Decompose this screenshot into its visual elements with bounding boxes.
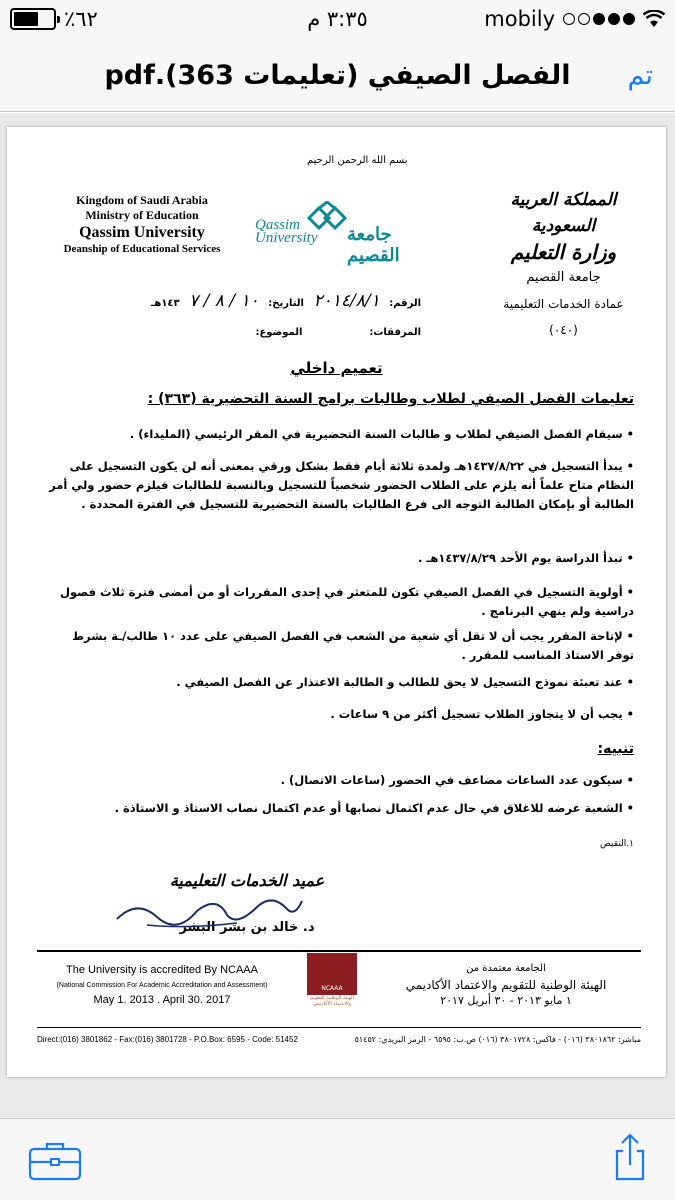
logo-text-en: Qassim University — [255, 217, 318, 246]
bottom-toolbar — [0, 1118, 675, 1200]
battery-percent: ٪٦٢ — [64, 7, 98, 31]
memo-subject: تعليمات الفصل الصيفي لطلاب وطالبات برامج السنة التحضيرية (٣٦٣) : — [147, 391, 634, 407]
bismillah: بسم الله الرحمن الرحيم — [307, 155, 408, 166]
memo-item: • عند تعبئة نموذج التسجيل لا يحق للطالب و الطالبة الاعتذار عن الفصل الصيفي . — [176, 675, 634, 689]
note-item: • الشعبة عرضه للاغلاق في حال عدم اكتمال نصابها أو عدم اكتمال نصاب الاستاذ و الاستاذة . — [114, 801, 634, 815]
memo-item: • لإتاحة المقرر يجب أن لا تقل أي شعبة من الشعب في الفصل الصيفي على عدد ١٠ طالب/ـة بشرط توفر الاستاذ المناسب للمقرر . — [72, 629, 634, 662]
university-en: Qassim University — [79, 224, 205, 241]
ncaaa-mark: NCAAA — [307, 953, 357, 995]
memo-title: تعميم داخلي — [290, 359, 383, 377]
done-button[interactable]: تم — [627, 60, 653, 91]
status-time: ٣:٣٥ م — [307, 7, 368, 31]
kingdom-ar: المملكة العربية السعودية — [510, 190, 617, 236]
document-page — [7, 127, 666, 1077]
contact-en: Direct:(016) 3801862 - Fax:(016) 3801728 - P.O.Box: 6595 - Code: 51452 — [37, 1035, 298, 1044]
ncaaa-subtitle: الهيئة الوطنية للتقويم والاعتماد الأكاديمي — [310, 995, 354, 1007]
share-icon[interactable] — [614, 1133, 646, 1181]
footer-divider — [37, 950, 641, 952]
reference-row — [151, 291, 421, 311]
header-arabic — [481, 187, 646, 343]
header-english — [37, 193, 247, 257]
ministry-en: Ministry of Education — [85, 208, 199, 222]
ref-label: الرقم: — [389, 298, 421, 309]
date-value: ١٠ / ٨ / ٧ — [189, 291, 259, 311]
ncaaa-logo — [307, 953, 357, 1015]
date-label: التاريخ: — [268, 298, 304, 309]
accreditation-en: The University is accredited By NCAAA (National Commission For Academic Accreditation and Assessment) May 1. 2013 . April 30. 2017 — [56, 964, 268, 1006]
memo-item: • يجب أن لا يتجاوز الطلاب تسجيل أكثر من ٩ ساعات . — [330, 707, 634, 721]
carrier-name: mobily — [484, 7, 555, 31]
contact-ar: مباشر: ٣٨٠١٨٦٢ (٠١٦) - فاكس: ٣٨٠١٧٢٨ (٠١٦) ص.ب: ٦٥٩٥ - الرمز البريدي: ٥١٤٥٢ — [354, 1035, 641, 1044]
document-title: الفصل الصيفي (تعليمات 363).pdf — [104, 60, 571, 91]
status-right — [484, 7, 665, 31]
subject-label: الموضوع: — [255, 327, 303, 338]
memo-item: • أولوية التسجيل في الفصل الصيفي تكون للمتعثر في إحدى المقررات أو من أمضى فترة ثلاث فصول دراسية ولم ينهي البرنامج . — [59, 585, 634, 618]
signatory-name: د. خالد بن بشر البشر — [179, 920, 315, 935]
department-code: (٠٤٠) — [549, 323, 578, 337]
logo-text-ar: جامعة القصيم — [347, 224, 400, 266]
university-ar: جامعة القصيم — [526, 270, 601, 285]
attachments-label: المرفقات: — [369, 327, 421, 338]
kingdom-en: Kingdom of Saudi Arabia — [76, 193, 208, 207]
note-item: • سيكون عدد الساعات مضاعف في الحضور (ساعات الاتصال) . — [280, 773, 634, 787]
nav-bar — [0, 40, 675, 112]
memo-item: • تبدأ الدراسة يوم الأحد ١٤٣٧/٨/٢٩هـ . — [418, 551, 634, 565]
briefcase-icon[interactable] — [28, 1141, 82, 1181]
document-viewer[interactable] — [0, 113, 675, 1118]
deanship-ar: عمادة الخدمات التعليمية — [503, 297, 624, 311]
ref-value: ٢٠١٤/٨/١ — [313, 291, 380, 311]
ministry-ar: وزارة التعليم — [510, 240, 617, 264]
wifi-icon — [643, 10, 665, 28]
contact-divider — [37, 1027, 641, 1028]
note-title: تنبيه: — [597, 741, 634, 757]
memo-item: • يبدأ التسجيل في ١٤٣٧/٨/٢٢هـ ولمدة ثلاثة أيام فقط بشكل ورقي بمعنى أنه لن يكون التسجيل على النظام متاح علماً أنه يلزم على الطلاب الحضور شخصياً للتسجيل وبالنسبة للطالبات فيلزم حضور ولي أمر الطالبة أو بإمكان الطالبة التوجه الى فرع الطالبات بالسنة التحضيرية للتسجيل في الفترة المحددة . — [49, 459, 634, 511]
signatory-title: عميد الخدمات التعليمية — [169, 871, 325, 890]
accreditation-ar: الجامعة معتمدة من الهيئة الوطنية للتقويم والاعتماد الأكاديمي ١ مايو ٢٠١٣ - ٣٠ أبريل ٢٠١٧ — [405, 963, 607, 1007]
date-suffix: ١٤٣هـ — [150, 298, 180, 309]
handwritten-signature-icon — [107, 889, 307, 933]
signal-icon — [563, 13, 635, 25]
cc-note: ١.التقيص — [600, 839, 634, 849]
memo-item: • سيقام الفصل الصيفي لطلاب و طالبات السنة التحضيرية في المقر الرئيسي (المليداء) . — [129, 427, 634, 441]
status-bar — [0, 0, 675, 40]
university-logo — [247, 199, 437, 266]
deanship-en: Deanship of Educational Services — [63, 243, 221, 255]
attachments-row — [255, 327, 421, 338]
